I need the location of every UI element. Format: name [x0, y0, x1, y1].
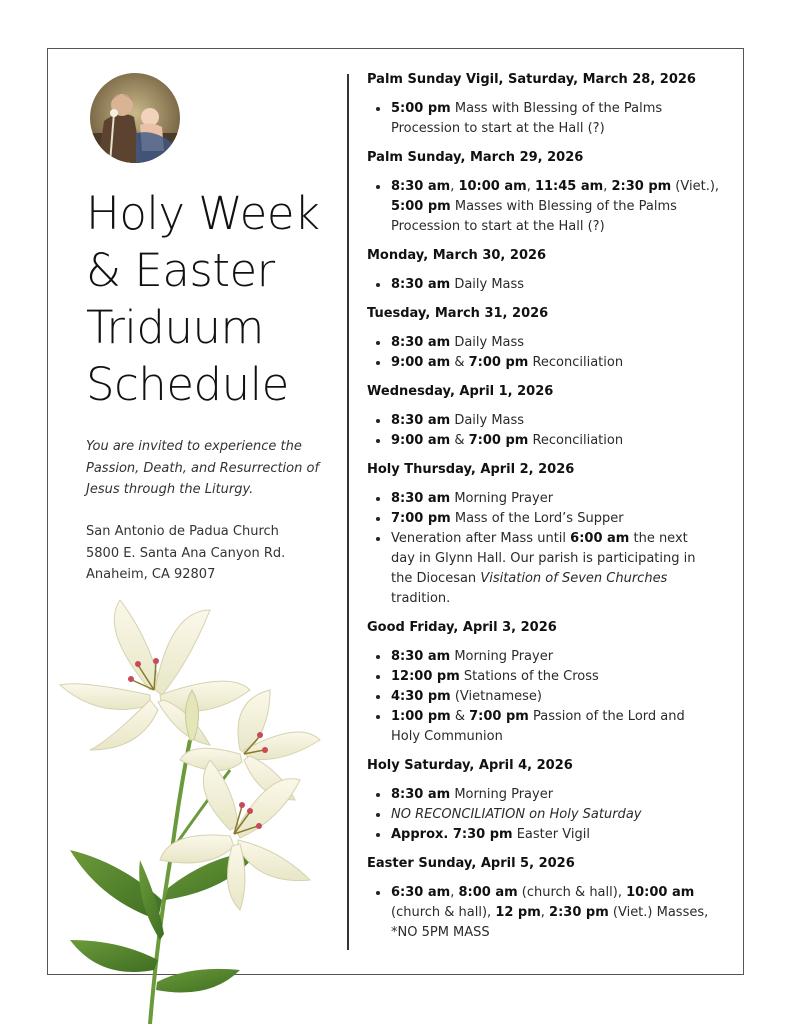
list-item: 7:00 pm Mass of the Lord’s Supper [367, 509, 727, 529]
list-item: 1:00 pm & 7:00 pm Passion of the Lord and Holy Communion [367, 707, 727, 747]
day-good-friday [367, 618, 727, 747]
day-title: Monday, March 30, 2026 [367, 248, 547, 263]
city-address: Anaheim, CA 92807 [86, 567, 216, 582]
title-line: Schedule [86, 358, 289, 411]
event-list [367, 411, 727, 451]
day-title: Holy Thursday, April 2, 2026 [367, 462, 575, 477]
intro-line: Passion, Death, and Resurrection of [86, 460, 320, 476]
event-list [367, 275, 727, 295]
intro-line: You are invited to experience the [86, 439, 302, 454]
event-list [367, 333, 727, 373]
list-item [367, 99, 727, 139]
list-item: 6:30 am, 8:00 am (church & hall), 10:00 am (church & hall), 12 pm, 2:30 pm (Viet.) Masses, *NO 5PM MASS [367, 883, 727, 943]
day-easter-sunday [367, 854, 727, 943]
day-monday [367, 246, 727, 295]
list-item: NO RECONCILIATION on Holy Saturday [367, 805, 727, 825]
event-list [367, 785, 727, 845]
list-item: 8:30 am Daily Mass [367, 333, 727, 353]
day-wednesday [367, 382, 727, 451]
event-list [367, 99, 727, 139]
church-name: San Antonio de Padua Church [86, 524, 279, 539]
day-palm-sunday-vigil [367, 70, 727, 139]
day-title: Wednesday, April 1, 2026 [367, 384, 554, 399]
schedule-column [367, 70, 727, 952]
list-item: 8:30 am Morning Prayer [367, 647, 727, 667]
item-line: 8:30 am, 10:00 am, 11:45 am, 2:30 pm (Viet.), [391, 179, 720, 194]
title-line: & Easter [86, 244, 275, 297]
list-item: 8:30 am Daily Mass [367, 275, 727, 295]
day-tuesday [367, 304, 727, 373]
day-title: Palm Sunday Vigil, Saturday, March 28, 2026 [367, 72, 696, 87]
item-line: Procession to start at the Hall (?) [391, 219, 605, 234]
day-holy-thursday [367, 460, 727, 609]
intro-line: Jesus through the Liturgy. [86, 482, 254, 497]
street-address: 5800 E. Santa Ana Canyon Rd. [86, 545, 286, 561]
title-line: Holy Week [86, 187, 320, 240]
list-item: 8:30 am Morning Prayer [367, 489, 727, 509]
list-item: Veneration after Mass until 6:00 am the next day in Glynn Hall. Our parish is participating in the Diocesan Visitation of Seven Churches tradition. [367, 529, 727, 609]
event-list [367, 489, 727, 609]
page-title [86, 185, 336, 413]
list-item: 8:30 am Daily Mass [367, 411, 727, 431]
event-list [367, 177, 727, 237]
item-line: Procession to start at the Hall (?) [391, 121, 605, 136]
list-item: 9:00 am & 7:00 pm Reconciliation [367, 431, 727, 451]
list-item: 8:30 am Morning Prayer [367, 785, 727, 805]
event-list [367, 883, 727, 943]
title-line: Triduum [86, 301, 264, 354]
list-item: 12:00 pm Stations of the Cross [367, 667, 727, 687]
day-title: Good Friday, April 3, 2026 [367, 620, 557, 635]
saint-anthony-medallion-image [90, 73, 180, 163]
invitation-text [86, 436, 336, 501]
day-title: Holy Saturday, April 4, 2026 [367, 758, 573, 773]
item-line: 5:00 pm Masses with Blessing of the Palms [391, 199, 677, 214]
column-divider [347, 74, 349, 950]
list-item: 9:00 am & 7:00 pm Reconciliation [367, 353, 727, 373]
day-title: Palm Sunday, March 29, 2026 [367, 150, 584, 165]
day-holy-saturday [367, 756, 727, 845]
list-item: Approx. 7:30 pm Easter Vigil [367, 825, 727, 845]
event-list [367, 647, 727, 747]
item-line: 5:00 pm Mass with Blessing of the Palms [391, 101, 663, 116]
day-title: Tuesday, March 31, 2026 [367, 306, 549, 321]
list-item [367, 177, 727, 237]
easter-lily-illustration [40, 600, 330, 1024]
church-address [86, 521, 336, 586]
day-title: Easter Sunday, April 5, 2026 [367, 856, 575, 871]
day-palm-sunday [367, 148, 727, 237]
list-item: 4:30 pm (Vietnamese) [367, 687, 727, 707]
